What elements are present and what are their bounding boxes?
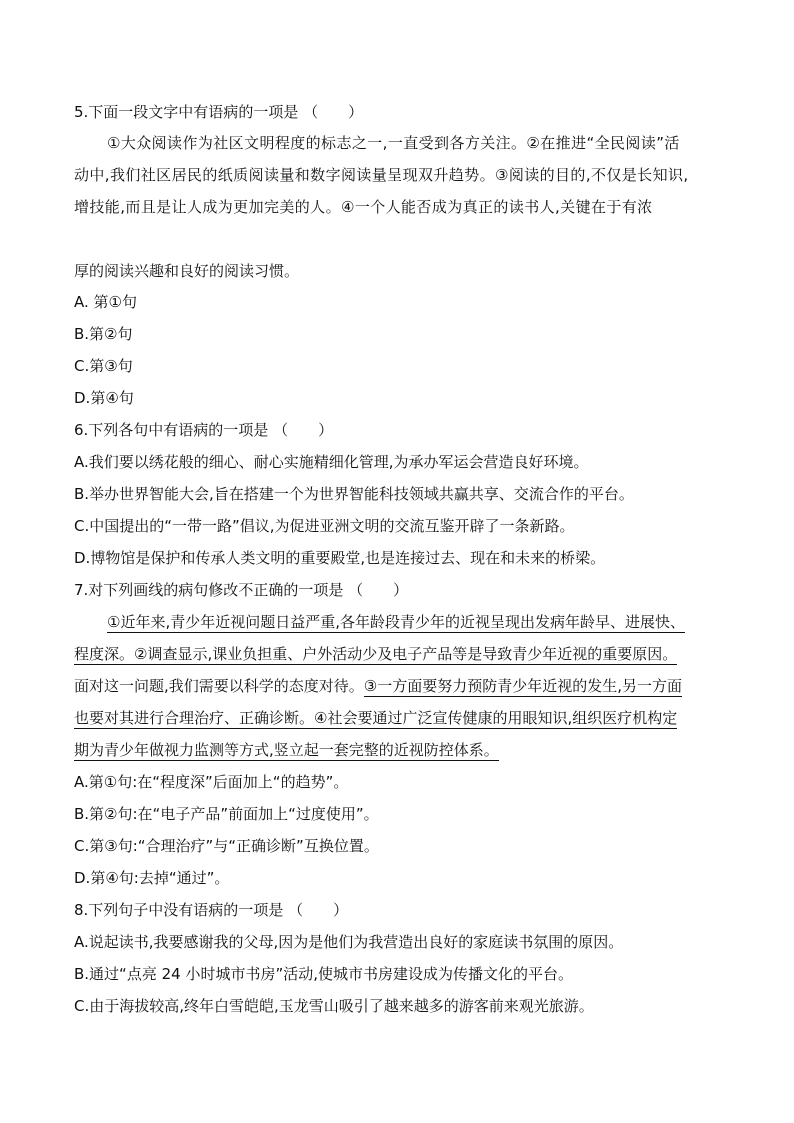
q7-option-b: B.第②句:在“电子产品”前面加上“过度使用”。 [74, 805, 379, 823]
plain-sentence: 面对这一问题,我们需要以科学的态度对待。 [74, 677, 364, 695]
q6-option-d: D.博物馆是保护和传承人类文明的重要殿堂,也是连接过去、现在和未来的桥梁。 [74, 549, 606, 567]
underlined-sentence-5: 期为青少年做视力监测等方式,竖立起一套完整的近视防控体系。 [74, 741, 499, 759]
q6-option-b: B.举办世界智能大会,旨在搭建一个为世界智能科技领域共赢共享、交流合作的平台。 [74, 485, 634, 503]
underlined-sentence-1: ①近年来,青少年近视问题日益严重,各年龄段青少年的近视呈现出发病年龄早、进展快、 [107, 613, 685, 631]
q5-option-c: C.第③句 [74, 357, 133, 375]
q5-option-a: A. 第①句 [74, 293, 137, 311]
q5-stem: 5.下面一段文字中有语病的一项是 （ ） [74, 103, 364, 121]
q7-para-line-4 [74, 708, 677, 728]
q7-option-d: D.第④句:去掉“通过”。 [74, 869, 230, 887]
q6-option-a: A.我们要以绣花般的细心、耐心实施精细化管理,为承办军运会营造良好环境。 [74, 453, 589, 471]
underlined-sentence-4: 也要对其进行合理治疗、正确诊断。④社会要通过广泛宣传健康的用眼知识,组织医疗机构定 [74, 709, 678, 727]
q7-para-line-3 [74, 676, 682, 696]
q6-stem: 6.下列各句中有语病的一项是 （ ） [74, 421, 334, 439]
q8-option-c: C.由于海拔较高,终年白雪皑皑,玉龙雪山吸引了越来越多的游客前来观光旅游。 [74, 997, 594, 1015]
q6-option-c: C.中国提出的“一带一路”倡议,为促进亚洲文明的交流互鉴开辟了一条新路。 [74, 517, 575, 535]
q5-option-d: D.第④句 [74, 389, 134, 407]
q7-option-a: A.第①句:在“程度深”后面加上“的趋势”。 [74, 773, 349, 791]
q5-option-b: B.第②句 [74, 325, 133, 343]
q5-para-line-4: 厚的阅读兴趣和良好的阅读习惯。 [74, 262, 300, 280]
q8-option-a: A.说起读书,我要感谢我的父母,因为是他们为我营造出良好的家庭读书氛围的原因。 [74, 933, 624, 951]
q7-para-line-5 [74, 740, 499, 760]
q7-para-line-1 [107, 612, 685, 632]
q8-stem: 8.下列句子中没有语病的一项是 （ ） [74, 901, 349, 919]
q8-option-b: B.通过“点亮 24 小时城市书房”活动,使城市书房建设成为传播文化的平台。 [74, 965, 573, 983]
underlined-sentence-3: ③一方面要努力预防青少年近视的发生,另一方面 [363, 677, 682, 695]
q5-para-line-1: ①大众阅读作为社区文明程度的标志之一,一直受到各方关注。②在推进“全民阅读”活 [107, 134, 680, 152]
q7-para-line-2 [74, 644, 677, 664]
q7-option-c: C.第③句:“合理治疗”与“正确诊断”互换位置。 [74, 837, 379, 855]
q5-para-line-2: 动中,我们社区居民的纸质阅读量和数字阅读量呈现双升趋势。③阅读的目的,不仅是长知识, [74, 166, 689, 184]
underlined-sentence-2: 程度深。②调查显示,课业负担重、户外活动少及电子产品等是导致青少年近视的重要原因。 [74, 645, 678, 663]
q7-stem: 7.对下列画线的病句修改不正确的一项是 （ ） [74, 581, 409, 599]
q5-para-line-3: 增技能,而且是让人成为更加完美的人。④一个人能否成为真正的读书人,关键在于有浓 [74, 198, 653, 216]
